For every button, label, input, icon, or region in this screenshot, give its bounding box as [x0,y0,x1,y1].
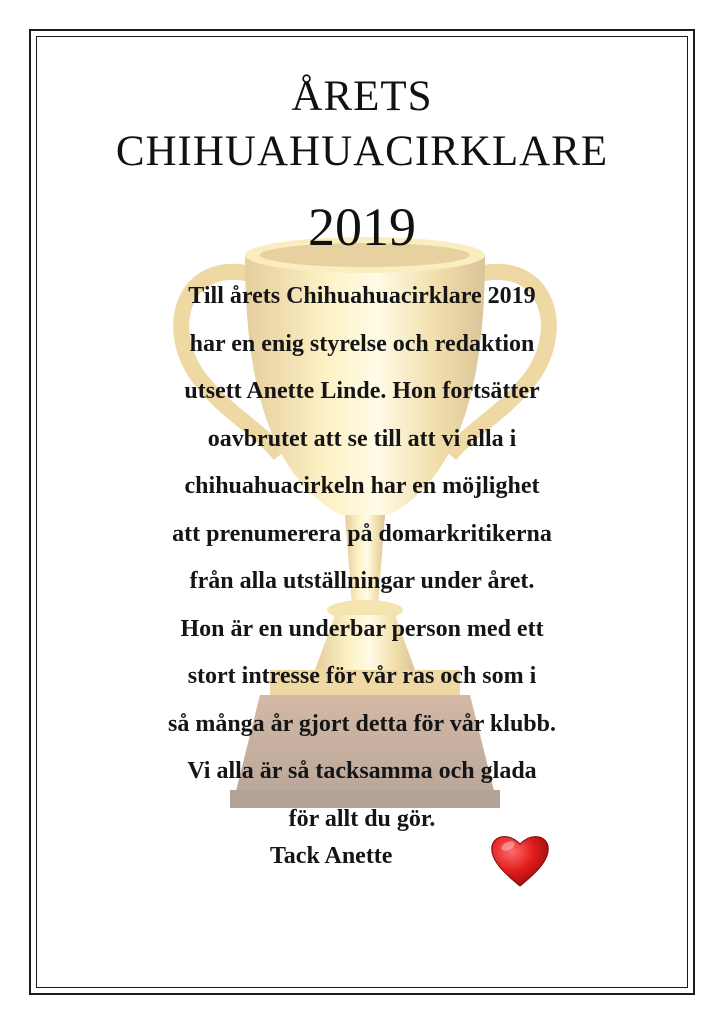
tribute-line: chihuahuacirkeln har en möjlighet [184,473,540,499]
tribute-line: har en enig styrelse och redaktion [189,330,535,357]
tribute-line: stort intresse för vår ras och som i [187,663,537,689]
page-title-line2: CHIHUAHUACIRKLARE [115,128,609,175]
tribute-text [60,273,664,843]
award-year: 2019 [308,197,416,257]
tribute-line: oavbrutet att se till att vi alla i [207,425,517,452]
tribute-line: så många år gjort detta för vår klubb. [167,710,556,737]
tribute-line: Vi alla är så tacksamma och glada [187,758,537,784]
tribute-line: att prenumerera på domarkritikerna [172,520,552,547]
page-title-line1: ÅRETS [291,73,433,120]
tribute-line: Till årets Chihuahuacirklare 2019 [188,283,536,309]
tribute-line: för allt du gör. [288,805,436,832]
tribute-line: Hon är en underbar person med ett [180,615,544,642]
heart-icon [488,830,552,890]
signoff-text: Tack Anette [270,843,393,869]
tribute-line: utsett Anette Linde. Hon fortsätter [184,378,540,404]
tribute-line: från alla utställningar under året. [189,568,535,594]
